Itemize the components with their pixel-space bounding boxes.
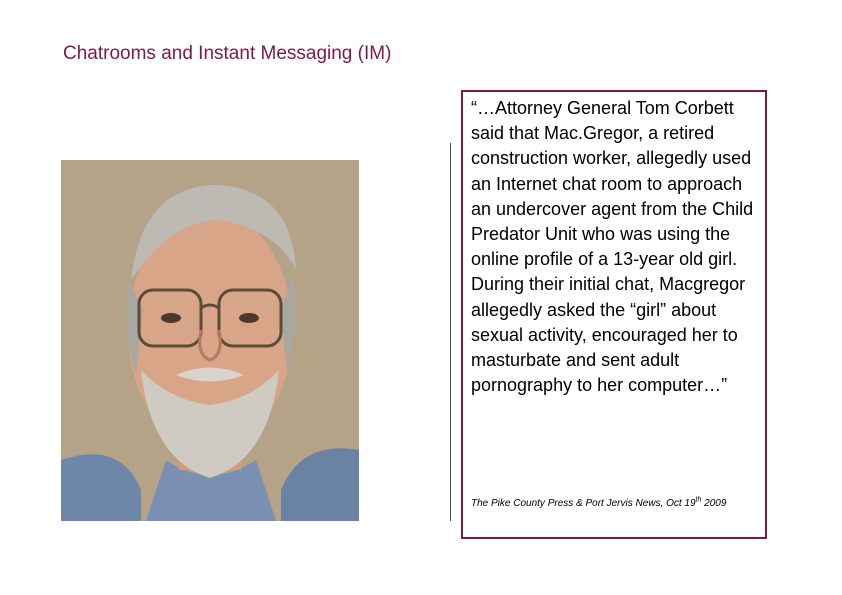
slide-title: Chatrooms and Instant Messaging (IM) xyxy=(63,43,392,64)
source-main: The Pike County Press & Port Jervis News, Oct 19 xyxy=(471,498,696,509)
mugshot-photo xyxy=(61,160,359,521)
vertical-divider xyxy=(450,143,451,521)
portrait-illustration xyxy=(61,160,359,521)
source-suffix: th xyxy=(695,496,702,504)
quote-text: “…Attorney General Tom Corbett said that Mac.Gregor, a retired construction worker, allegedly used an Internet chat room to approach an undercover agent from the Child Predator Unit who was using the online profile of a 13-year old girl. During their initial chat, Macgregor allegedly asked the “girl” about sexual activity, encouraged her to masturbate and sent adult pornography to her computer…” xyxy=(471,98,754,396)
quote-source xyxy=(471,498,763,509)
source-year: 2009 xyxy=(701,498,727,509)
quote-box xyxy=(461,90,767,539)
